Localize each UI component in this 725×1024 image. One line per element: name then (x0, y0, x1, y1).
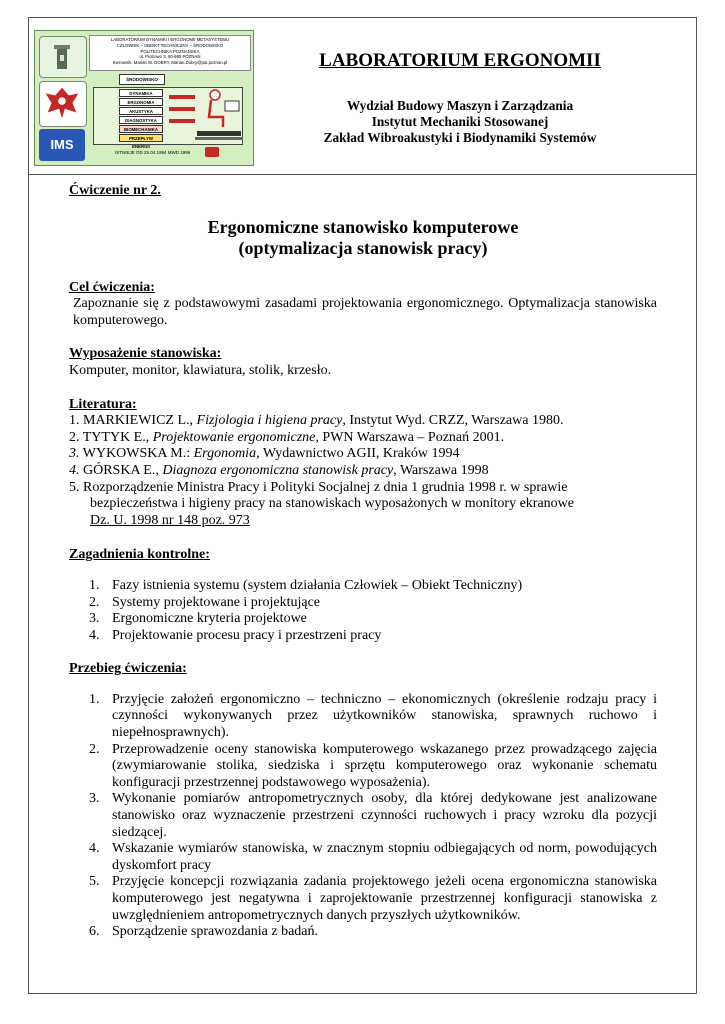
block-dynamics: DYNAMIKA (119, 89, 163, 97)
procedure-list (69, 692, 657, 941)
list-item: 1. Fazy istnienia systemu (system działania Człowiek – Obiekt Techniczny) (89, 577, 523, 593)
control-questions-heading: Zagadnienia kontrolne: (69, 547, 210, 563)
control-questions-list (69, 578, 657, 644)
legal-reference-link[interactable]: Dz. U. 1998 nr 148 poz. 973 (90, 512, 250, 528)
block-acoustics: AKUSTYKA (119, 107, 163, 115)
list-item: 4. Projektowanie procesu pracy i przestrzeni pracy (89, 627, 382, 643)
procedure-heading: Przebieg ćwiczenia: (69, 661, 187, 677)
list-item: 3. Ergonomiczne kryteria projektowe (89, 611, 307, 627)
eagle-icon (40, 82, 84, 124)
goal-heading: Cel ćwiczenia: (69, 279, 155, 295)
tower-icon (49, 43, 75, 73)
block-energy-flow: PRZEPŁYW ENERGII (119, 134, 163, 142)
header-separator (28, 174, 697, 175)
list-item: 2. Systemy projektowane i projektujące (89, 594, 320, 610)
document-body (69, 183, 657, 941)
lab-name-line: Kierownik: Marian W. DOBRY, Marian.Dobry@put.poznan.pl (112, 60, 228, 66)
list-item: 5. Przyjęcie koncepcji rozwiązania zadania projektowego jeżeli ocena ergonomiczna stanowiska komputerowego jest negatywna i zaprojektowanie przestrzennej konfiguracji stanowiska z uwzględnieniem antropometrycznych danych przyszłych użytkowników. (89, 874, 657, 923)
exercise-title-line1: Ergonomiczne stanowisko komputerowe (207, 216, 519, 237)
equipment-heading: Wyposażenie stanowiska: (69, 346, 222, 362)
list-item: 3. Wykonanie pomiarów antropometrycznych osoby, dla której dedykowane jest analizowane stanowisko oraz wyznaczenie przestrzeni czynności ruchowych i pracy wzroku dla pozycji siedzącej. (89, 791, 657, 840)
literature-item: 4. GÓRSKA E., Diagnoza ergonomiczna stanowisk pracy, Warszawa 1998 (69, 462, 489, 478)
list-item: 6. Sporządzenie sprawozdania z badań. (89, 924, 319, 940)
goal-text: Zapoznanie się z podstawowymi zasadami projektowania ergonomicznego. Optymalizacja stanowiska komputerowego. (73, 296, 657, 328)
literature-item: 5. Rozporządzenie Ministra Pracy i Polityki Socjalnej z dnia 1 grudnia 1998 r. w sprawie (69, 479, 568, 495)
literature-heading: Literatura: (69, 396, 137, 412)
literature-item: 1. MARKIEWICZ L., Fizjologia i higiena pracy, Instytut Wyd. CRZZ, Warszawa 1980. (69, 413, 564, 429)
block-diagnostics: DIAGNOSTYKA (119, 116, 163, 124)
literature-item: 2. TYTYK E., Projektowanie ergonomiczne, PWN Warszawa – Poznań 2001. (69, 429, 505, 445)
institution-block (300, 98, 620, 146)
laboratory-logo (34, 30, 254, 166)
block-biomechanics: BIOMECHANIKA (119, 125, 163, 133)
red-block-icon (205, 147, 219, 157)
block-ergonomics: ERGONOMIA (119, 98, 163, 106)
list-item: 1. Przyjęcie założeń ergonomiczno – techniczno – ekonomicznych (określenie rodzaju pracy i czynności wykonywanych przez użytkowników stanowiska, sprawnych ruchowo i niepełnosprawnych). (89, 691, 657, 741)
environment-label: ŚRODOWISKO (119, 74, 165, 85)
list-item: 4. Wskazanie wymiarów stanowiska, w znacznym stopniu odbiegających od norm, powodujących dyskomfort pracy (89, 841, 657, 873)
list-item: 2. Przeprowadzenie oceny stanowiska komputerowego wskazanego przez prowadzącego zajęcia (zwymiarowanie stolika, siedziska i sprzętu komputerowego oraz wykonanie schematu konfiguracji przestrzennej podstawowego wyposażenia). (89, 741, 657, 790)
university-crest-icon (39, 36, 87, 78)
eagle-crest-icon (39, 81, 87, 127)
lab-name-line: LABORATORIUM DYNAMIKI I ERGONOMII METASYSTEMU (110, 37, 230, 42)
lab-title: LABORATORIUM ERGONOMII (319, 50, 601, 71)
operator-machine-icon (167, 87, 243, 145)
institute-name: Instytut Mechaniki Stosowanej (371, 114, 549, 129)
faculty-name: Wydział Budowy Maszyn i Zarządzania (346, 98, 574, 113)
department-name: Zakład Wibroakustyki i Biodynamiki Systemów (323, 130, 597, 145)
ims-badge: IMS (39, 129, 85, 161)
exercise-number: Ćwiczenie nr 2. (69, 183, 161, 198)
since-text: ISTNIEJE OD 25.04.1994 MWD 1996 (115, 150, 191, 155)
lab-name-line: CZŁOWIEK – OBIEKT TECHNICZNY – ŚRODOWISKO (116, 42, 224, 48)
exercise-title-line2: (optymalizacja stanowisk pracy) (238, 237, 488, 258)
equipment-text: Komputer, monitor, klawiatura, stolik, krzesło. (69, 362, 332, 378)
literature-item-continuation: bezpieczeństwa i higieny pracy na stanowiskach wyposażonych w monitory ekranowe (90, 496, 575, 512)
lab-name-line: ul. Piotrowo 3, 60-965 POZNAŃ (139, 54, 201, 60)
literature-item: 3. WYKOWSKA M.: Ergonomia, Wydawnictwo AGII, Kraków 1994 (69, 446, 460, 462)
lab-name-box (89, 35, 251, 71)
exercise-title (69, 217, 657, 259)
lab-name-line: POLITECHNIKA POZNAŃSKA (140, 48, 200, 54)
literature-list (69, 413, 657, 529)
